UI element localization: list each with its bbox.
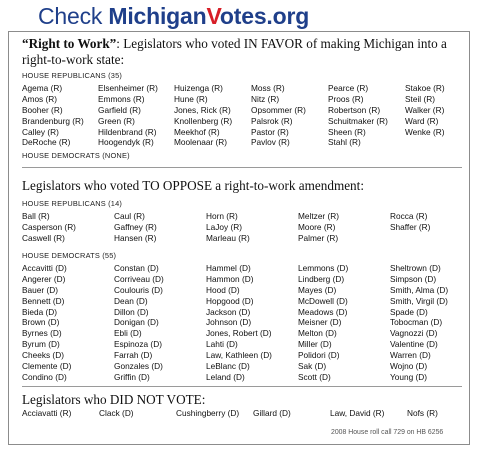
legislator-name[interactable]: Condino (D)	[22, 371, 67, 382]
legislator-name[interactable]: Ball (R)	[22, 211, 50, 221]
legislator-name[interactable]: Gillard (D)	[253, 408, 291, 418]
legislator-name[interactable]: Jones, Robert (D)	[206, 328, 272, 339]
legislator-name[interactable]: Leland (D)	[206, 371, 245, 382]
favor-republicans-label: HOUSE REPUBLICANS (35)	[22, 71, 123, 80]
legislator-name[interactable]: Palsrok (R)	[251, 115, 293, 126]
legislator-name[interactable]: Hoogendyk (R)	[98, 137, 154, 148]
legislator-name[interactable]: Cushingberry (D)	[176, 408, 240, 418]
legislator-name[interactable]: Byrum (D)	[22, 339, 60, 350]
oppose-democrats-label: HOUSE DEMOCRATS (55)	[22, 251, 117, 260]
not-voting-title: Legislators who DID NOT VOTE:	[22, 392, 206, 407]
legislator-name[interactable]: Sheltrown (D)	[390, 263, 441, 273]
legislator-name[interactable]: Lemmons (D)	[298, 263, 349, 273]
name-column	[390, 211, 430, 233]
legislator-name[interactable]: Bennett (D)	[22, 295, 65, 306]
name-column	[328, 83, 388, 148]
legislator-name[interactable]: Hildenbrand (R)	[98, 126, 157, 137]
legislator-name[interactable]: Moss (R)	[251, 83, 285, 93]
legislator-name[interactable]: Meadows (D)	[298, 306, 348, 317]
legislator-name[interactable]: Spade (D)	[390, 306, 428, 317]
legislator-name[interactable]: Young (D)	[390, 371, 428, 382]
oppose-republicans-label: HOUSE REPUBLICANS (14)	[22, 199, 123, 208]
legislator-name[interactable]: Stakoe (R)	[405, 83, 445, 93]
name-column	[390, 263, 448, 383]
legislator-name[interactable]: Casperson (R)	[22, 221, 76, 232]
name-column	[98, 83, 158, 148]
legislator-name[interactable]: Hood (D)	[206, 284, 240, 295]
legislator-name[interactable]: Farrah (D)	[114, 350, 153, 361]
legislator-name[interactable]: Acciavatti (R)	[22, 408, 72, 418]
legislator-name[interactable]: Hune (R)	[174, 93, 208, 104]
legislator-name[interactable]: Green (R)	[98, 115, 135, 126]
legislator-name[interactable]: Mayes (D)	[298, 284, 337, 295]
legislator-name[interactable]: Elsenheimer (R)	[98, 83, 158, 93]
legislator-name[interactable]: Caswell (R)	[22, 232, 65, 243]
legislator-name[interactable]: Smith, Virgil (D)	[390, 295, 448, 306]
legislator-name[interactable]: Constan (D)	[114, 263, 159, 273]
legislator-name[interactable]: Espinoza (D)	[114, 339, 162, 350]
legislator-name[interactable]: Huizenga (R)	[174, 83, 223, 93]
legislator-name[interactable]: Corriveau (D)	[114, 273, 164, 284]
legislator-name[interactable]: Nitz (R)	[251, 93, 280, 104]
logo-otes-org: otes.org	[219, 3, 310, 29]
legislator-name[interactable]: Moolenaar (R)	[174, 137, 228, 148]
legislator-name[interactable]: Jones, Rick (R)	[174, 104, 231, 115]
legislator-name[interactable]: Law, David (R)	[330, 408, 385, 418]
legislator-name[interactable]: Brown (D)	[22, 317, 60, 328]
legislator-name[interactable]: Marleau (R)	[206, 232, 250, 243]
name-column	[206, 263, 272, 383]
legislator-name[interactable]: Brandenburg (R)	[22, 115, 84, 126]
favor-title-bold: “Right to Work”	[22, 36, 117, 51]
legislator-name[interactable]: Gonzales (D)	[114, 361, 163, 372]
legislator-name[interactable]: Johnson (D)	[206, 317, 252, 328]
legislator-name[interactable]: Rocca (R)	[390, 211, 428, 221]
legislator-name[interactable]: Gaffney (R)	[114, 221, 157, 232]
header	[0, 0, 480, 30]
legislator-name[interactable]: Ebli (D)	[114, 328, 142, 339]
legislator-name[interactable]: Warren (D)	[390, 350, 431, 361]
legislator-name[interactable]: Donigan (D)	[114, 317, 159, 328]
legislator-name[interactable]: Moore (R)	[298, 221, 336, 232]
name-column	[22, 263, 71, 383]
legislator-name[interactable]: Sheen (R)	[328, 126, 366, 137]
legislator-name[interactable]: Smith, Alma (D)	[390, 284, 449, 295]
name-column	[22, 211, 76, 244]
legislator-name[interactable]: Schuitmaker (R)	[328, 115, 388, 126]
legislator-name[interactable]: Walker (R)	[405, 104, 445, 115]
legislator-name[interactable]: Meisner (D)	[298, 317, 342, 328]
legislator-name[interactable]: Wojno (D)	[390, 361, 428, 372]
name-column	[298, 211, 339, 244]
oppose-title: Legislators who voted TO OPPOSE a right-to-work amendment:	[22, 178, 364, 193]
name-column	[114, 263, 164, 383]
legislator-name[interactable]: Melton (D)	[298, 328, 337, 339]
legislator-name[interactable]: Sak (D)	[298, 361, 327, 372]
legislator-name[interactable]: Horn (R)	[206, 211, 238, 221]
favor-title-line2: right-to-work state:	[22, 52, 125, 67]
legislator-name[interactable]: DeRoche (R)	[22, 137, 71, 148]
favor-title-rest: : Legislators who voted IN FAVOR of making Michigan into a	[116, 36, 447, 51]
legislator-name[interactable]: Dean (D)	[114, 295, 148, 306]
source-footnote: 2008 House roll call 729 on HB 6256	[331, 429, 444, 436]
legislator-name[interactable]: Jackson (D)	[206, 306, 251, 317]
legislator-name[interactable]: Byrnes (D)	[22, 328, 62, 339]
legislator-name[interactable]: Clemente (D)	[22, 361, 72, 372]
legislator-name[interactable]: Scott (D)	[298, 371, 331, 382]
name-column	[22, 83, 84, 148]
legislator-name[interactable]: Agema (R)	[22, 83, 63, 93]
legislator-name[interactable]: Pearce (R)	[328, 83, 369, 93]
legislator-name[interactable]: McDowell (D)	[298, 295, 348, 306]
legislator-name[interactable]: LeBlanc (D)	[206, 361, 250, 372]
legislator-name[interactable]: Proos (R)	[328, 93, 364, 104]
legislator-name[interactable]: Caul (R)	[114, 211, 145, 221]
legislator-name[interactable]: Pastor (R)	[251, 126, 289, 137]
section-divider	[22, 386, 462, 387]
legislator-name[interactable]: Hammel (D)	[206, 263, 251, 273]
legislator-name[interactable]: Wenke (R)	[405, 126, 445, 137]
name-column	[206, 211, 250, 244]
legislator-name[interactable]: Hopgood (D)	[206, 295, 254, 306]
legislator-name[interactable]: Calley (R)	[22, 126, 59, 137]
legislator-name[interactable]: Coulouris (D)	[114, 284, 163, 295]
name-column	[174, 83, 232, 148]
legislator-name[interactable]: Clack (D)	[99, 408, 134, 418]
legislator-name[interactable]: Pavlov (R)	[251, 137, 290, 148]
legislator-name[interactable]: Opsommer (R)	[251, 104, 306, 115]
section-divider	[22, 167, 462, 168]
legislator-name[interactable]: Law, Kathleen (D)	[206, 350, 272, 361]
legislator-name[interactable]: Bauer (D)	[22, 284, 58, 295]
name-column	[114, 211, 157, 244]
legislator-name[interactable]: Booher (R)	[22, 104, 63, 115]
legislator-name[interactable]: Nofs (R)	[407, 408, 438, 418]
legislator-name[interactable]: Hammon (D)	[206, 273, 254, 284]
favor-democrats-label: HOUSE DEMOCRATS (NONE)	[22, 151, 130, 160]
legislator-name[interactable]: LaJoy (R)	[206, 221, 242, 232]
legislator-name[interactable]: Lindberg (D)	[298, 273, 345, 284]
legislator-name[interactable]: Lahti (D)	[206, 339, 238, 350]
legislator-name[interactable]: Robertson (R)	[328, 104, 381, 115]
logo-checkmark-v: V	[206, 3, 220, 29]
legislator-name[interactable]: Vagnozzi (D)	[390, 328, 438, 339]
legislator-name[interactable]: Polidori (D)	[298, 350, 340, 361]
name-column	[405, 83, 445, 137]
legislator-name[interactable]: Tobocman (D)	[390, 317, 443, 328]
legislator-name[interactable]: Griffin (D)	[114, 371, 150, 382]
logo-michigan: Michigan	[108, 3, 207, 29]
legislator-name[interactable]: Ward (R)	[405, 115, 439, 126]
legislator-name[interactable]: Emmons (R)	[98, 93, 145, 104]
name-column	[251, 83, 306, 148]
legislator-name[interactable]: Palmer (R)	[298, 232, 339, 243]
legislator-name[interactable]: Hansen (R)	[114, 232, 157, 243]
name-column	[298, 263, 348, 383]
legislator-name[interactable]: Meekhof (R)	[174, 126, 220, 137]
legislator-name[interactable]: Dillon (D)	[114, 306, 149, 317]
legislator-name[interactable]: Knollenberg (R)	[174, 115, 233, 126]
legislator-name[interactable]: Simpson (D)	[390, 273, 437, 284]
legislator-name[interactable]: Angerer (D)	[22, 273, 66, 284]
legislator-name[interactable]: Miller (D)	[298, 339, 332, 350]
legislator-name[interactable]: Bieda (D)	[22, 306, 58, 317]
legislator-name[interactable]: Steil (R)	[405, 93, 435, 104]
legislator-name[interactable]: Garfield (R)	[98, 104, 141, 115]
legislator-name[interactable]: Stahl (R)	[328, 137, 361, 148]
legislator-name[interactable]: Valentine (D)	[390, 339, 438, 350]
site-brand[interactable]	[38, 4, 309, 28]
check-label: Check	[38, 3, 103, 29]
legislator-name[interactable]: Amos (R)	[22, 93, 58, 104]
legislator-name[interactable]: Shaffer (R)	[390, 221, 431, 232]
legislator-name[interactable]: Accavitti (D)	[22, 263, 67, 273]
favor-title	[22, 36, 462, 68]
legislator-name[interactable]: Cheeks (D)	[22, 350, 64, 361]
legislator-name[interactable]: Meltzer (R)	[298, 211, 340, 221]
